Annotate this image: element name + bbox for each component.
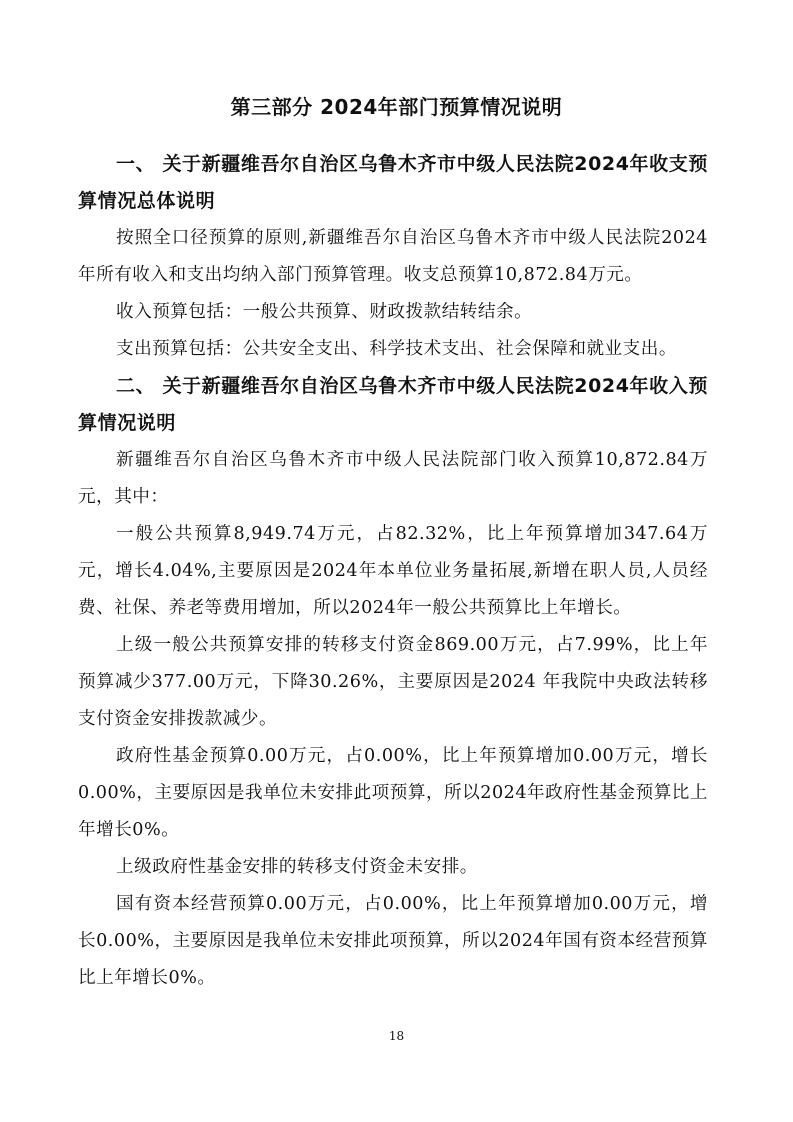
section-1-heading: 一、 关于新疆维吾尔自治区乌鲁木齐市中级人民法院2024年收支预算情况总体说明 <box>78 153 708 212</box>
section-2-paragraph-2: 一般公共预算8,949.74万元，占82.32%，比上年预算增加347.64万元，增长4.04%,主要原因是2024年本单位业务量拓展,新增在职人员,人员经费、社保、养老等费用增加，所以2024年一般公共预算比上年增长。 <box>78 524 708 618</box>
section-2-paragraph-5: 上级政府性基金安排的转移支付资金未安排。 <box>116 857 478 877</box>
section-1-paragraph-2: 收入预算包括：一般公共预算、财政拨款结转结余。 <box>116 302 533 322</box>
section-2-paragraph-4: 政府性基金预算0.00万元，占0.00%，比上年预算增加0.00万元，增长0.00%，主要原因是我单位未安排此项预算，所以2024年政府性基金预算比上年增长0%。 <box>78 746 708 840</box>
section-1-paragraph-3: 支出预算包括：公共安全支出、科学技术支出、社会保障和就业支出。 <box>116 339 677 359</box>
section-2-heading: 二、 关于新疆维吾尔自治区乌鲁木齐市中级人民法院2024年收入预算情况说明 <box>78 375 708 434</box>
document-body <box>78 146 708 997</box>
section-2-paragraph-3: 上级一般公共预算安排的转移支付资金869.00万元，占7.99%，比上年预算减少377.00万元，下降30.26%，主要原因是2024 年我院中央政法转移支付资金安排拨款减少。 <box>78 635 708 729</box>
page-number: 18 <box>388 1029 405 1043</box>
section-1-paragraph-1: 按照全口径预算的原则,新疆维吾尔自治区乌鲁木齐市中级人民法院2024年所有收入和支出均纳入部门预算管理。收支总预算10,872.84万元。 <box>78 228 708 285</box>
section-2-paragraph-6: 国有资本经营预算0.00万元，占0.00%，比上年预算增加0.00万元，增长0.00%，主要原因是我单位未安排此项预算，所以2024年国有资本经营预算比上年增长0%。 <box>78 894 708 988</box>
page-title: 第三部分 2024年部门预算情况说明 <box>230 95 563 119</box>
section-2-paragraph-1: 新疆维吾尔自治区乌鲁木齐市中级人民法院部门收入预算10,872.84万元，其中： <box>78 450 708 507</box>
